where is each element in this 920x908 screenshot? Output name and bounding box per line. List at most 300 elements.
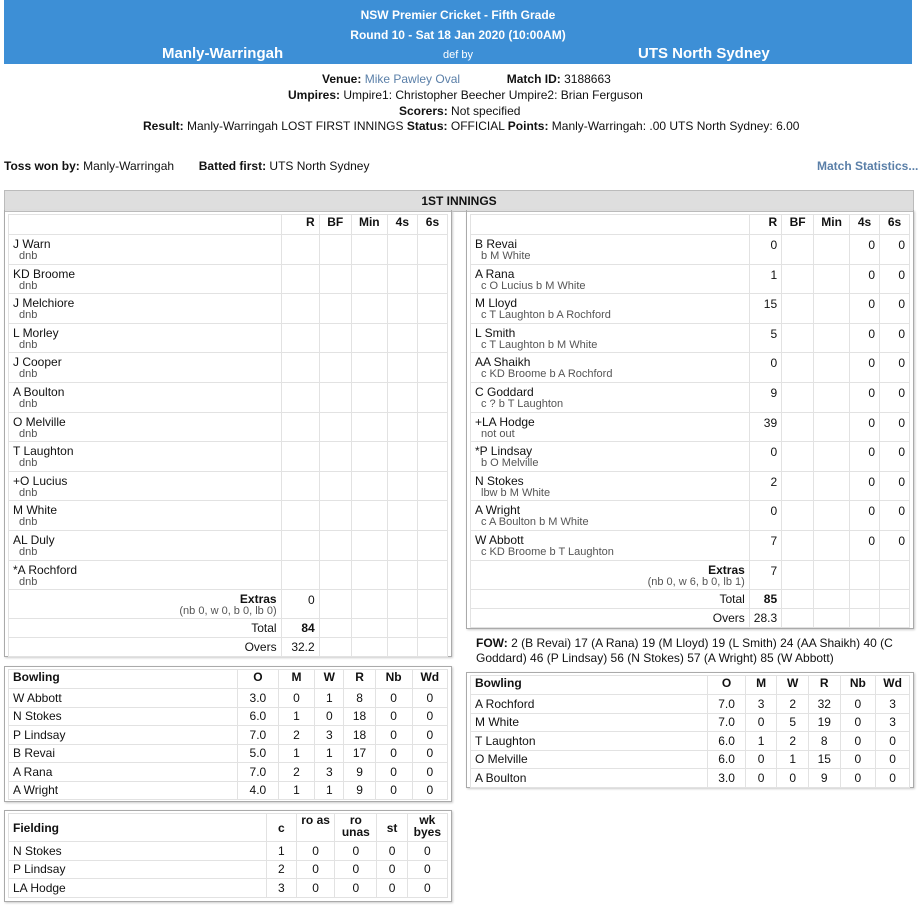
- batter-name: J Melchiore: [13, 296, 75, 311]
- col-runs: R: [749, 215, 781, 235]
- fours-cell: 0: [850, 294, 880, 324]
- empty-cell: [814, 589, 850, 608]
- sixes-cell: 0: [880, 412, 910, 442]
- right-bowling-header: [471, 676, 910, 695]
- sixes-cell: 0: [880, 471, 910, 501]
- batter-cell: [471, 235, 750, 265]
- stat-cell: 1: [278, 707, 314, 726]
- batter-name: J Warn: [13, 237, 51, 251]
- minutes-cell: [814, 235, 850, 265]
- right-batting-header: [471, 215, 910, 235]
- runs-cell: 39: [749, 412, 781, 442]
- player-name: A Boulton: [471, 769, 708, 788]
- bowler-row: [471, 750, 910, 769]
- dismissal: c T Laughton b M White: [481, 338, 598, 351]
- balls-faced-cell: [782, 501, 814, 531]
- bowler-row: [9, 763, 448, 782]
- col-overs: O: [708, 676, 746, 695]
- stat-cell: 1: [315, 689, 344, 708]
- balls-faced-cell: [319, 235, 351, 265]
- batter-name: A Rana: [475, 266, 515, 281]
- bowler-row: [471, 732, 910, 751]
- dismissal: not out: [481, 427, 515, 440]
- minutes-cell: [814, 294, 850, 324]
- batter-row: [471, 382, 910, 412]
- bowler-row: [9, 707, 448, 726]
- batter-row: [471, 471, 910, 501]
- batter-cell: [471, 412, 750, 442]
- dismissal: dnb: [19, 368, 38, 381]
- dismissal: dnb: [19, 486, 38, 499]
- stat-cell: 0: [840, 732, 876, 751]
- bowler-row: [9, 744, 448, 763]
- stat-cell: 6.0: [708, 732, 746, 751]
- status: OFFICIAL: [450, 119, 505, 133]
- left-batting-header: [9, 215, 448, 235]
- sixes-cell: [417, 501, 447, 531]
- batter-name: C Goddard: [475, 384, 534, 399]
- stat-cell: 0: [377, 842, 407, 861]
- dismissal: dnb: [19, 427, 38, 440]
- stat-cell: 0: [377, 879, 407, 898]
- batter-row: [9, 471, 448, 501]
- sixes-cell: [417, 442, 447, 472]
- extras-label-cell: [471, 560, 750, 589]
- stat-cell: 0: [375, 744, 412, 763]
- balls-faced-cell: [319, 323, 351, 353]
- player-name: W Abbott: [9, 689, 238, 708]
- batter-name: B Revai: [475, 237, 518, 251]
- stat-cell: 1: [315, 744, 344, 763]
- dismissal: dnb: [19, 575, 38, 588]
- sixes-cell: 0: [880, 353, 910, 383]
- bowler-row: [471, 713, 910, 732]
- empty-cell: [850, 589, 880, 608]
- runs-cell: 2: [749, 471, 781, 501]
- sixes-cell: [417, 412, 447, 442]
- bowler-row: [471, 769, 910, 788]
- stat-cell: 0: [296, 879, 334, 898]
- stat-cell: 1: [278, 781, 314, 800]
- balls-faced-cell: [319, 501, 351, 531]
- col-wickets: W: [777, 676, 809, 695]
- stat-cell: 0: [377, 860, 407, 879]
- left-bowling-header: [9, 670, 448, 689]
- batted-first-label: Batted first:: [198, 159, 267, 173]
- result-label: Result:: [143, 119, 184, 133]
- player-name: B Revai: [9, 744, 238, 763]
- sixes-cell: 0: [880, 442, 910, 472]
- fours-cell: 0: [850, 353, 880, 383]
- batter-row: [471, 264, 910, 294]
- fours-cell: [387, 530, 417, 560]
- toss-winner: Manly-Warringah: [83, 159, 175, 173]
- runs-cell: 15: [749, 294, 781, 324]
- stat-cell: 3: [266, 879, 296, 898]
- runs-cell: 9: [749, 382, 781, 412]
- status-label: Status:: [406, 119, 448, 133]
- toss-line: [4, 159, 369, 173]
- sixes-cell: [417, 235, 447, 265]
- batter-name: J Cooper: [13, 355, 62, 370]
- batter-cell: [9, 294, 282, 324]
- fours-cell: 0: [850, 382, 880, 412]
- runs-cell: [281, 323, 319, 353]
- batter-name: W Abbott: [475, 532, 524, 547]
- left-batting-table: [8, 214, 448, 657]
- overs-row: [471, 608, 910, 627]
- player-name: P Lindsay: [9, 726, 238, 745]
- stat-cell: 7.0: [708, 713, 746, 732]
- col-stumpings: st: [377, 814, 407, 842]
- empty-cell: [417, 619, 447, 638]
- fours-cell: 0: [850, 530, 880, 560]
- def-by-text: def by: [443, 49, 473, 61]
- balls-faced-cell: [319, 382, 351, 412]
- match-id: 3188663: [564, 72, 611, 86]
- venue-line: [322, 72, 611, 86]
- player-name: T Laughton: [471, 732, 708, 751]
- stat-cell: 2: [777, 732, 809, 751]
- left-bowling-table: [8, 669, 448, 800]
- match-header: [4, 0, 912, 64]
- batter-cell: [471, 264, 750, 294]
- stat-cell: 0: [745, 713, 777, 732]
- balls-faced-cell: [782, 323, 814, 353]
- stat-cell: 0: [407, 842, 447, 861]
- batter-name: +O Lucius: [13, 473, 68, 488]
- col-no-balls: Nb: [375, 670, 412, 689]
- stat-cell: 1: [777, 750, 809, 769]
- sixes-cell: [417, 382, 447, 412]
- fours-cell: [387, 501, 417, 531]
- player-name: M White: [471, 713, 708, 732]
- runs-cell: [281, 264, 319, 294]
- stat-cell: 4.0: [238, 781, 279, 800]
- dismissal: c O Lucius b M White: [481, 279, 586, 292]
- innings-title: 1ST INNINGS: [4, 190, 914, 212]
- stat-cell: 0: [315, 707, 344, 726]
- venue-link[interactable]: Mike Pawley Oval: [364, 72, 461, 86]
- col-wides: Wd: [412, 670, 447, 689]
- sixes-cell: [417, 530, 447, 560]
- stat-cell: 0: [412, 707, 447, 726]
- balls-faced-cell: [782, 412, 814, 442]
- stat-cell: 0: [375, 781, 412, 800]
- bowler-row: [9, 689, 448, 708]
- batter-name: KD Broome: [13, 266, 76, 281]
- stat-cell: 0: [412, 744, 447, 763]
- col-wk-byes: wk byes: [407, 814, 447, 842]
- away-team: UTS North Sydney: [638, 45, 770, 62]
- empty-cell: [880, 589, 910, 608]
- stat-cell: 0: [412, 726, 447, 745]
- batter-row: [9, 264, 448, 294]
- stat-cell: 0: [412, 689, 447, 708]
- minutes-cell: [351, 412, 387, 442]
- fours-cell: 0: [850, 323, 880, 353]
- runs-cell: [281, 501, 319, 531]
- empty-cell: [417, 590, 447, 619]
- batter-cell: [9, 412, 282, 442]
- stat-cell: 3.0: [238, 689, 279, 708]
- stat-cell: 0: [412, 763, 447, 782]
- extras-detail: (nb 0, w 6, b 0, lb 1): [647, 575, 745, 588]
- balls-faced-cell: [319, 412, 351, 442]
- sixes-cell: [417, 471, 447, 501]
- fours-cell: [387, 353, 417, 383]
- batter-cell: [471, 471, 750, 501]
- batter-row: [471, 294, 910, 324]
- stat-cell: 0: [407, 860, 447, 879]
- empty-cell: [387, 638, 417, 657]
- sixes-cell: 0: [880, 530, 910, 560]
- col-maidens: M: [278, 670, 314, 689]
- balls-faced-cell: [319, 560, 351, 590]
- fielding-title: Fielding: [9, 814, 267, 842]
- minutes-cell: [351, 353, 387, 383]
- stat-cell: 6.0: [238, 707, 279, 726]
- stat-cell: 18: [344, 726, 375, 745]
- batter-cell: [9, 235, 282, 265]
- stat-cell: 2: [777, 695, 809, 714]
- toss-label: Toss won by:: [4, 159, 80, 173]
- balls-faced-cell: [782, 235, 814, 265]
- stat-cell: 0: [840, 695, 876, 714]
- overs-row: [9, 638, 448, 657]
- minutes-cell: [351, 530, 387, 560]
- col-run-out-unassisted: ro unas: [335, 814, 377, 842]
- sixes-cell: 0: [880, 264, 910, 294]
- fours-cell: [387, 442, 417, 472]
- right-bowling-table: [470, 675, 910, 788]
- dismissal: b O Melville: [481, 457, 539, 470]
- batter-row: [9, 235, 448, 265]
- dismissal: dnb: [19, 338, 38, 351]
- stat-cell: 0: [278, 689, 314, 708]
- sixes-cell: 0: [880, 501, 910, 531]
- batter-name: A Wright: [475, 503, 521, 518]
- col-runs: R: [281, 215, 319, 235]
- batter-cell: [471, 353, 750, 383]
- stat-cell: 0: [335, 860, 377, 879]
- bowler-row: [9, 781, 448, 800]
- points-label: Points:: [507, 119, 549, 133]
- stat-cell: 0: [876, 769, 910, 788]
- minutes-cell: [814, 530, 850, 560]
- batter-name: L Smith: [475, 325, 516, 340]
- result: Manly-Warringah LOST FIRST INNINGS: [187, 119, 404, 133]
- total-row: [471, 589, 910, 608]
- dismissal: dnb: [19, 250, 38, 262]
- stat-cell: 5.0: [238, 744, 279, 763]
- batter-row: [9, 353, 448, 383]
- minutes-cell: [351, 560, 387, 590]
- fours-cell: 0: [850, 501, 880, 531]
- minutes-cell: [351, 501, 387, 531]
- fours-cell: [387, 471, 417, 501]
- batter-row: [471, 353, 910, 383]
- sixes-cell: [417, 560, 447, 590]
- col-sixes: 6s: [880, 215, 910, 235]
- extras-value: 7: [749, 560, 781, 589]
- total-row: [9, 619, 448, 638]
- overs-value: 32.2: [281, 638, 319, 657]
- fours-cell: [387, 294, 417, 324]
- right-batting-table: [470, 214, 910, 628]
- player-name: LA Hodge: [9, 879, 267, 898]
- player-name: A Wright: [9, 781, 238, 800]
- batter-cell: [9, 560, 282, 590]
- minutes-cell: [814, 442, 850, 472]
- stat-cell: 2: [278, 726, 314, 745]
- minutes-cell: [814, 264, 850, 294]
- stat-cell: 0: [296, 860, 334, 879]
- runs-cell: 0: [749, 501, 781, 531]
- stat-cell: 0: [375, 707, 412, 726]
- batter-name: A Boulton: [13, 384, 65, 399]
- empty-cell: [814, 608, 850, 627]
- stat-cell: 2: [266, 860, 296, 879]
- balls-faced-cell: [782, 264, 814, 294]
- batter-row: [9, 501, 448, 531]
- balls-faced-cell: [782, 353, 814, 383]
- stat-cell: 3: [876, 713, 910, 732]
- runs-cell: [281, 353, 319, 383]
- batter-name: O Melville: [13, 414, 66, 429]
- runs-cell: [281, 235, 319, 265]
- extras-label: Extras: [239, 592, 277, 607]
- stat-cell: 0: [375, 763, 412, 782]
- round-info: Round 10 - Sat 18 Jan 2020 (10:00AM): [350, 28, 566, 42]
- dismissal: b M White: [481, 250, 531, 262]
- batter-cell: [471, 530, 750, 560]
- empty-cell: [351, 619, 387, 638]
- balls-faced-cell: [782, 471, 814, 501]
- fours-cell: [387, 412, 417, 442]
- empty-cell: [880, 608, 910, 627]
- player-name: P Lindsay: [9, 860, 267, 879]
- dismissal: c A Boulton b M White: [481, 516, 589, 529]
- stat-cell: 9: [344, 763, 375, 782]
- sixes-cell: [417, 264, 447, 294]
- fours-cell: [387, 323, 417, 353]
- empty-cell: [814, 560, 850, 589]
- extras-row: [471, 560, 910, 589]
- stat-cell: 0: [335, 879, 377, 898]
- stat-cell: 3.0: [708, 769, 746, 788]
- dismissal: lbw b M White: [481, 486, 551, 499]
- stat-cell: 15: [808, 750, 840, 769]
- fours-cell: [387, 264, 417, 294]
- fow-label: FOW:: [476, 636, 508, 650]
- player-name: O Melville: [471, 750, 708, 769]
- match-statistics-link[interactable]: Match Statistics...: [817, 159, 919, 173]
- minutes-cell: [814, 501, 850, 531]
- batter-cell: [471, 501, 750, 531]
- empty-cell: [319, 590, 351, 619]
- batter-name: T Laughton: [13, 444, 74, 459]
- batter-row: [9, 560, 448, 590]
- stat-cell: 0: [876, 750, 910, 769]
- minutes-cell: [351, 294, 387, 324]
- batter-row: [471, 235, 910, 265]
- fours-cell: 0: [850, 412, 880, 442]
- dismissal: c KD Broome b T Laughton: [481, 545, 614, 558]
- scorers: Not specified: [451, 104, 521, 118]
- umpires: Umpire1: Christopher Beecher Umpire2: Brian Ferguson: [343, 88, 643, 102]
- stat-cell: 3: [745, 695, 777, 714]
- col-fours: 4s: [850, 215, 880, 235]
- sixes-cell: 0: [880, 323, 910, 353]
- batter-row: [9, 294, 448, 324]
- fours-cell: [387, 560, 417, 590]
- stat-cell: 0: [375, 726, 412, 745]
- empty-cell: [417, 638, 447, 657]
- runs-cell: [281, 294, 319, 324]
- batter-name: M Lloyd: [475, 296, 518, 311]
- fours-cell: 0: [850, 264, 880, 294]
- col-balls-faced: BF: [782, 215, 814, 235]
- bowler-row: [471, 695, 910, 714]
- balls-faced-cell: [782, 442, 814, 472]
- extras-value: 0: [281, 590, 319, 619]
- fours-cell: [387, 235, 417, 265]
- umpires-line: [288, 88, 643, 102]
- batter-cell: [9, 442, 282, 472]
- sixes-cell: 0: [880, 382, 910, 412]
- dismissal: c ? b T Laughton: [481, 397, 564, 410]
- empty-cell: [351, 638, 387, 657]
- sixes-cell: 0: [880, 235, 910, 265]
- batted-first: UTS North Sydney: [269, 159, 370, 173]
- stat-cell: 0: [375, 689, 412, 708]
- dismissal: dnb: [19, 457, 38, 470]
- scorers-label: Scorers:: [399, 104, 448, 118]
- stat-cell: 3: [876, 695, 910, 714]
- stat-cell: 0: [840, 750, 876, 769]
- batter-row: [9, 382, 448, 412]
- empty-cell: [850, 560, 880, 589]
- batter-cell: [471, 442, 750, 472]
- stat-cell: 0: [745, 769, 777, 788]
- stat-cell: 8: [808, 732, 840, 751]
- stat-cell: 7.0: [238, 763, 279, 782]
- empty-cell: [351, 590, 387, 619]
- extras-detail: (nb 0, w 0, b 0, lb 0): [179, 605, 277, 618]
- empty-cell: [319, 638, 351, 657]
- stat-cell: 0: [876, 732, 910, 751]
- stat-cell: 3: [315, 726, 344, 745]
- stat-cell: 0: [840, 713, 876, 732]
- stat-cell: 18: [344, 707, 375, 726]
- col-runs: R: [808, 676, 840, 695]
- batter-cell: [471, 294, 750, 324]
- stat-cell: 9: [808, 769, 840, 788]
- col-runs: R: [344, 670, 375, 689]
- empty-cell: [319, 619, 351, 638]
- points: Manly-Warringah: .00 UTS North Sydney: 6.00: [551, 119, 800, 133]
- dismissal: c T Laughton b A Rochford: [481, 309, 611, 322]
- batter-row: [9, 442, 448, 472]
- batter-name: M White: [13, 503, 58, 518]
- stat-cell: 2: [278, 763, 314, 782]
- sixes-cell: [417, 353, 447, 383]
- balls-faced-cell: [319, 353, 351, 383]
- sixes-cell: [417, 294, 447, 324]
- dismissal: c KD Broome b A Rochford: [481, 368, 613, 381]
- dismissal: dnb: [19, 279, 38, 292]
